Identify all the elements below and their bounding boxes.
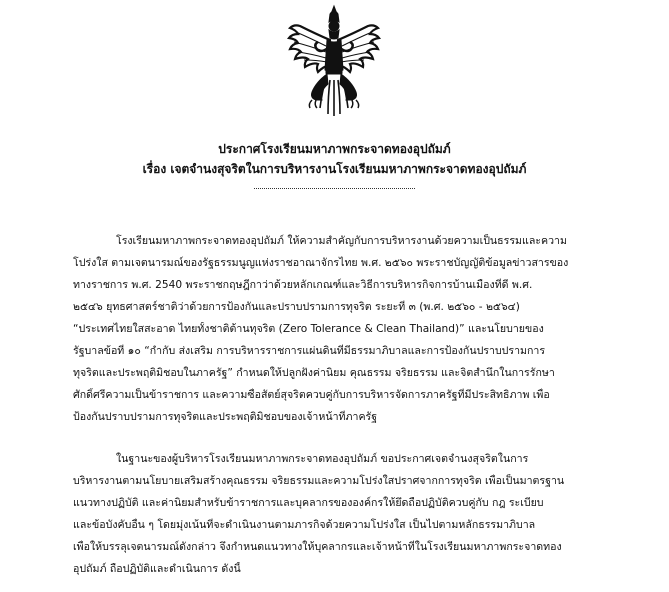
paragraph-1-line: รัฐบาลข้อที่ ๑๐ “กำกับ ส่งเสริม การบริหารราชการแผ่นดินที่มีธรรมาภิบาลและการป้องกันปราบปรามการ — [73, 345, 546, 357]
garuda-emblem-icon — [286, 4, 382, 120]
paragraph-1-line: ศักดิ์ศรีความเป็นข้าราชการ และความซื่อสัตย์สุจริตควบคู่กับการบริหารจัดการภาครัฐที่มีประสิทธิภาพ เพื่อ — [73, 389, 550, 401]
paragraph-2-line: อุปถัมภ์ ถือปฏิบัติและดำเนินการ ดังนี้ — [73, 563, 241, 575]
paragraph-2-line: และข้อบังคับอื่น ๆ โดยมุ่งเน้นที่จะดำเนินงานตามภารกิจด้วยความโปร่งใส เป็นไปตามหลักธรรมาภิบาล — [73, 519, 536, 531]
announcement-title: ประกาศโรงเรียนมหาภาพกระจาดทองอุปถัมภ์ — [218, 142, 451, 156]
paragraph-2-line: เพื่อให้บรรลุเจตนารมณ์ดังกล่าว จึงกำหนดแนวทางให้บุคลากรและเจ้าหน้าที่ในโรงเรียนมหาภาพกระจาดทอง — [73, 541, 562, 553]
title-divider — [254, 188, 415, 189]
paragraph-2-line: ในฐานะของผู้บริหารโรงเรียนมหาภาพกระจาดทองอุปถัมภ์ ขอประกาศเจตจำนงสุจริตในการ — [116, 453, 529, 465]
paragraph-1-line: ทางราชการ พ.ศ. 2540 พระราชกฤษฎีกาว่าด้วยหลักเกณฑ์และวิธีการบริหารกิจการบ้านเมืองที่ดี พ.ศ. — [73, 279, 533, 291]
paragraph-1-line: โรงเรียนมหาภาพกระจาดทองอุปถัมภ์ ให้ความสำคัญกับการบริหารงานด้วยความเป็นธรรมและความ — [116, 235, 567, 247]
paragraph-2-line: บริหารงานตามนโยบายเสริมสร้างคุณธรรม จริยธรรมและความโปร่งใสปราศจากการทุจริต เพื่อเป็นมาตรฐาน — [73, 475, 565, 487]
paragraph-1-line: ป้องกันปราบปรามการทุจริตและประพฤติมิชอบของเจ้าหน้าที่ภาครัฐ — [73, 411, 378, 423]
paragraph-1-line: ๒๕๔๖ ยุทธศาสตร์ชาติว่าด้วยการป้องกันและปราบปรามการทุจริต ระยะที่ ๓ (พ.ศ. ๒๕๖๐ - ๒๕๖๔) — [73, 301, 520, 313]
paragraph-1-line: ทุจริตและประพฤติมิชอบในภาครัฐ” กำหนดให้ปลูกฝังค่านิยม คุณธรรม จริยธรรม และจิตสำนึกในการรักษา — [73, 367, 555, 379]
paragraph-1-line: “ประเทศไทยใสสะอาด ไทยทั้งชาติต้านทุจริต (Zero Tolerance & Clean Thailand)” และนโยบายของ — [73, 323, 544, 335]
paragraph-1-line: โปร่งใส ตามเจตนารมณ์ของรัฐธรรมนูญแห่งราชอาณาจักรไทย พ.ศ. ๒๕๖๐ พระราชบัญญัติข้อมูลข่าวสารของ — [73, 257, 569, 269]
paragraph-2-line: แนวทางปฏิบัติ และค่านิยมสำหรับข้าราชการและบุคลากรขององค์กรให้ยึดถือปฏิบัติควบคู่กับ กฎ ระเบียบ — [73, 497, 544, 509]
announcement-subject: เรื่อง เจตจำนงสุจริตในการบริหารงานโรงเรียนมหาภาพกระจาดทองอุปถัมภ์ — [142, 162, 527, 176]
